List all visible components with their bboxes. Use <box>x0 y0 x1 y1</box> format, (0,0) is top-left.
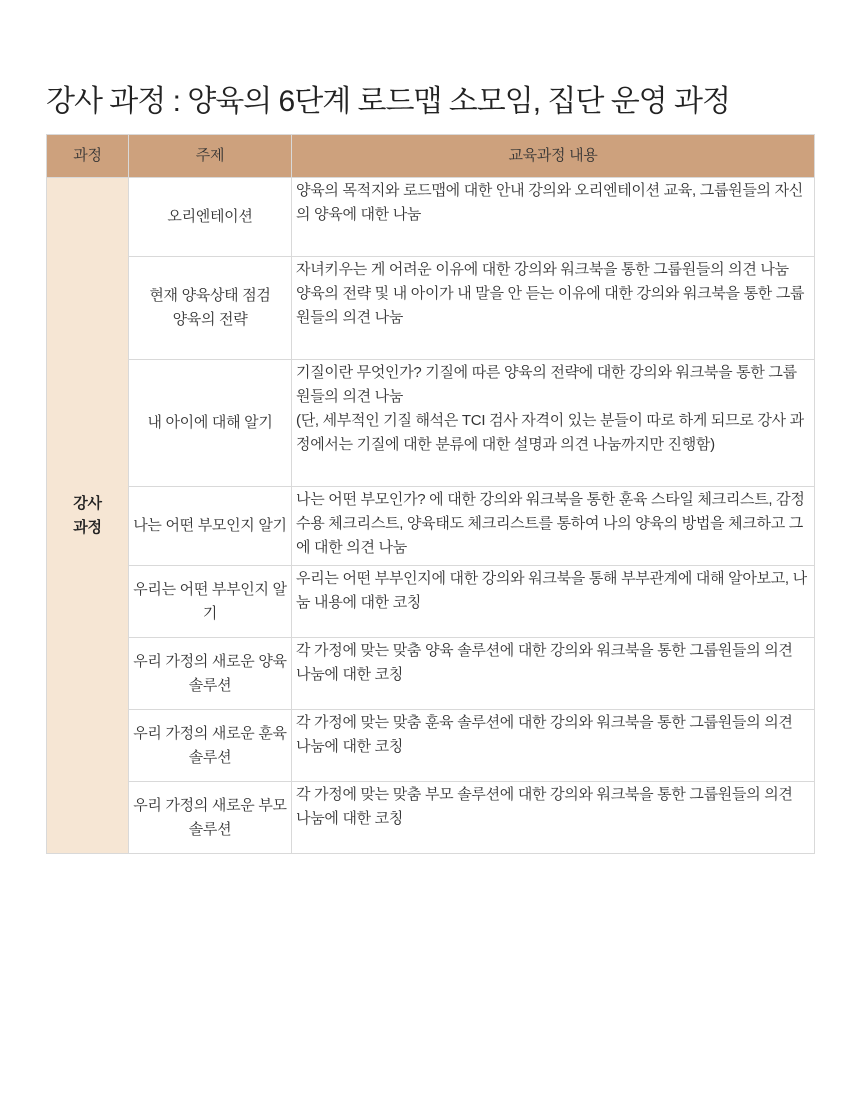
header-course: 과정 <box>47 135 129 178</box>
content-paragraph: 양육의 전략 및 내 아이가 내 말을 안 듣는 이유에 대한 강의와 워크북을 통한 그룹원들의 의견 나눔 <box>296 285 805 326</box>
content-cell <box>292 257 815 360</box>
content-paragraph: 양육의 목적지와 로드맵에 대한 안내 강의와 오리엔테이션 교육, 그룹원들의 자신의 양육에 대한 나눔 <box>296 182 803 223</box>
curriculum-table <box>46 134 815 854</box>
content-paragraph: 각 가정에 맞는 맞춤 부모 솔루션에 대한 강의와 워크북을 통한 그룹원들의 의견 나눔에 대한 코칭 <box>296 786 793 827</box>
table-row <box>47 566 815 638</box>
content-paragraph: (단, 세부적인 기질 해석은 TCI 검사 자격이 있는 분들이 따로 하게 되므로 강사 과정에서는 기질에 대한 분류에 대한 설명과 의견 나눔까지만 진행함) <box>296 412 804 453</box>
topic-cell: 현재 양육상태 점검 양육의 전략 <box>129 257 292 360</box>
topic-cell: 우리 가정의 새로운 부모 솔루션 <box>129 782 292 854</box>
course-cell: 강사 과정 <box>47 178 129 854</box>
table-row <box>47 178 815 257</box>
table-row <box>47 257 815 360</box>
table-row <box>47 360 815 487</box>
content-paragraph: 우리는 어떤 부부인지에 대한 강의와 워크북을 통해 부부관계에 대해 알아보고, 나눔 내용에 대한 코칭 <box>296 570 807 611</box>
content-cell <box>292 710 815 782</box>
content-cell <box>292 178 815 257</box>
topic-cell: 오리엔테이션 <box>129 178 292 257</box>
content-paragraph: 각 가정에 맞는 맞춤 훈육 솔루션에 대한 강의와 워크북을 통한 그룹원들의 의견 나눔에 대한 코칭 <box>296 714 793 755</box>
content-paragraph: 각 가정에 맞는 맞춤 양육 솔루션에 대한 강의와 워크북을 통한 그룹원들의 의견 나눔에 대한 코칭 <box>296 642 793 683</box>
topic-cell: 우리는 어떤 부부인지 알기 <box>129 566 292 638</box>
content-cell <box>292 566 815 638</box>
topic-cell: 우리 가정의 새로운 양육 솔루션 <box>129 638 292 710</box>
content-cell <box>292 487 815 566</box>
topic-cell: 나는 어떤 부모인지 알기 <box>129 487 292 566</box>
topic-cell: 우리 가정의 새로운 훈육 솔루션 <box>129 710 292 782</box>
content-paragraph: 기질이란 무엇인가? 기질에 따른 양육의 전략에 대한 강의와 워크북을 통한 그룹원들의 의견 나눔 <box>296 364 797 405</box>
table-row <box>47 710 815 782</box>
table-row <box>47 487 815 566</box>
topic-cell: 내 아이에 대해 알기 <box>129 360 292 487</box>
header-topic: 주제 <box>129 135 292 178</box>
table-row <box>47 638 815 710</box>
content-cell <box>292 360 815 487</box>
content-cell <box>292 638 815 710</box>
content-paragraph: 자녀키우는 게 어려운 이유에 대한 강의와 워크북을 통한 그룹원들의 의견 나눔 <box>296 261 789 278</box>
table-header-row <box>47 135 815 178</box>
page-title: 강사 과정 : 양육의 6단계 로드맵 소모임, 집단 운영 과정 <box>46 85 730 118</box>
header-content: 교육과정 내용 <box>292 135 815 178</box>
content-cell <box>292 782 815 854</box>
content-paragraph: 나는 어떤 부모인가? 에 대한 강의와 워크북을 통한 훈육 스타일 체크리스트, 감정수용 체크리스트, 양육태도 체크리스트를 통하여 나의 양육의 방법을 체크하고 그에 대한 의견 나눔 <box>296 491 805 556</box>
table-row <box>47 782 815 854</box>
